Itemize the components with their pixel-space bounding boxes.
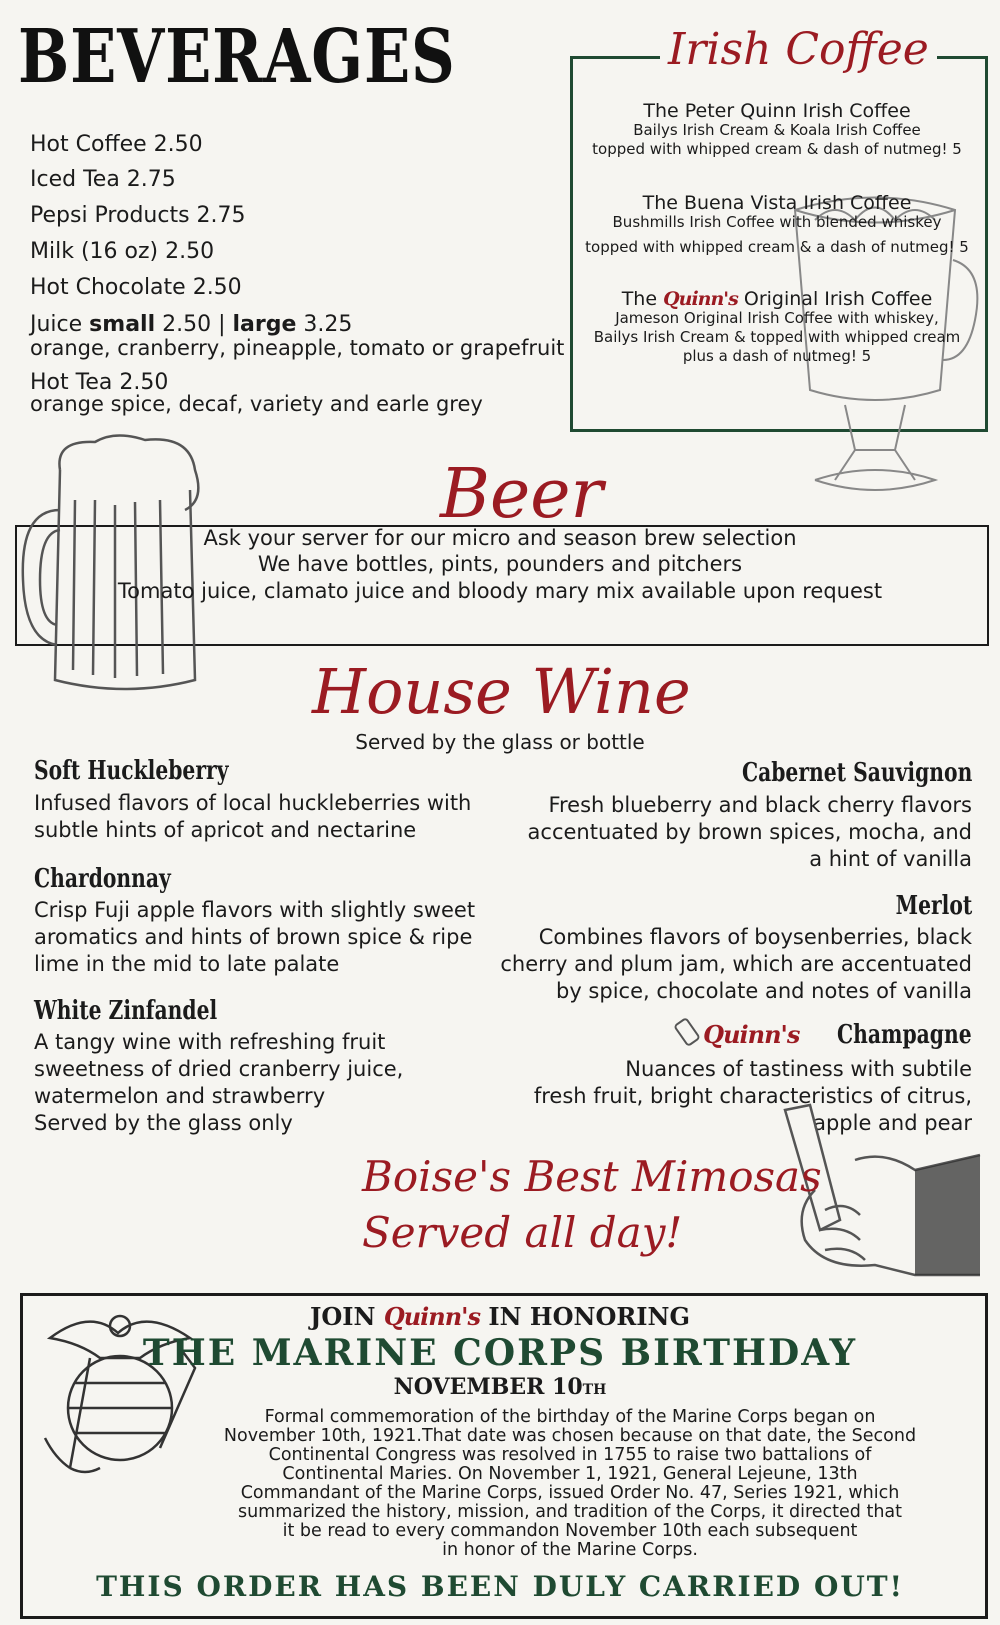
wine-desc: Fresh blueberry and black cherry flavors accentuated by brown spices, mocha, and a hint of vanilla <box>527 793 972 871</box>
wine-desc: Nuances of tastiness with subtile fresh fruit, bright characteristics of citrus, apple and pear <box>533 1057 972 1135</box>
wine-name: Chardonnay <box>34 864 171 894</box>
champagne-name-row <box>703 1020 972 1050</box>
wine-name: White Zinfandel <box>34 996 218 1026</box>
irish-coffee-desc: Jameson Original Irish Coffee with whiskey, <box>615 309 939 327</box>
beer-info-line: We have bottles, pints, pounders and pitchers <box>257 552 743 576</box>
juice-options: orange, cranberry, pineapple, tomato or grapefruit <box>30 336 565 360</box>
marine-corps-date: NOVEMBER 10TH <box>393 1374 607 1400</box>
irish-coffee-name: The Quinn's Original Irish Coffee <box>621 288 933 310</box>
irish-coffee-item <box>572 290 982 366</box>
irish-coffee-name: The Buena Vista Irish Coffee <box>642 192 912 214</box>
beer-info-line: Tomato juice, clamato juice and bloody mary mix available upon request <box>117 579 883 603</box>
beer-title: Beer <box>440 455 603 534</box>
wine-desc: Crisp Fuji apple flavors with slightly sweet aromatics and hints of brown spice & ripe lime in the mid to late palate <box>34 898 476 976</box>
wine-name: Champagne <box>837 1020 972 1050</box>
marine-corps-body: Formal commemoration of the birthday of the Marine Corps began on November 10th, 1921.That date was chosen because on that date, the Second Continental Congress was resolved in 1755 to raise two battalions of Continental Maries. On November 1, 1921, General Lejeune, 13th Commandant of the Marine Corps, issued Order No. 47, Series 1921, which summarized the history, mission, and tradition of the Corps, it directed that it be read to every commandon November 10th each subsequent in honor of the Marine Corps. <box>223 1407 917 1560</box>
irish-coffee-title: Irish Coffee <box>660 24 937 75</box>
quinns-logo: Quinn's <box>663 288 738 310</box>
beer-info-line: Ask your server for our micro and season brew selection <box>203 526 797 550</box>
irish-coffee-desc: Bailys Irish Cream & Koala Irish Coffee <box>633 121 921 139</box>
quinns-logo: Quinn's <box>703 1020 800 1049</box>
mimosa-subline: Served all day! <box>362 1208 683 1257</box>
wine-desc: A tangy wine with refreshing fruit sweetness of dried cranberry juice, watermelon and strawberry Served by the glass only <box>34 1030 404 1135</box>
irish-coffee-name: The Peter Quinn Irish Coffee <box>643 100 911 122</box>
irish-coffee-desc: topped with whipped cream & dash of nutmeg! 5 <box>592 140 962 158</box>
wine-name: Cabernet Sauvignon <box>741 758 972 788</box>
irish-coffee-desc: plus a dash of nutmeg! 5 <box>682 347 872 365</box>
wine-desc: Combines flavors of boysenberries, black cherry and plum jam, which are accentuated by spice, chocolate and notes of vanilla <box>500 925 972 1003</box>
beverage-item: Hot Coffee 2.50 <box>30 132 203 157</box>
wine-name: Merlot <box>895 891 972 921</box>
juice-line: Juice small 2.50 | large 3.25 <box>30 312 353 337</box>
beverage-item: Iced Tea 2.75 <box>30 167 176 192</box>
irish-coffee-desc: Bailys Irish Cream & topped with whipped cream <box>593 328 961 346</box>
irish-coffee-item <box>572 194 982 257</box>
beverage-item: Pepsi Products 2.75 <box>30 203 246 228</box>
beverage-item: Hot Chocolate 2.50 <box>30 275 242 300</box>
beverages-title: BEVERAGES <box>18 14 456 100</box>
irish-coffee-desc: topped with whipped cream & a dash of nutmeg! 5 <box>585 238 969 256</box>
hot-tea-line: Hot Tea 2.50 <box>30 370 169 395</box>
irish-coffee-item <box>572 102 982 159</box>
marine-corps-footer: THIS ORDER HAS BEEN DULY CARRIED OUT! <box>96 1570 904 1603</box>
quinns-logo: Quinn's <box>383 1302 481 1331</box>
mimosa-headline: Boise's Best Mimosas <box>362 1152 822 1201</box>
house-wine-title: House Wine <box>312 655 691 728</box>
wine-desc: Infused flavors of local huckleberries with subtle hints of apricot and nectarine <box>34 791 472 842</box>
hot-tea-options: orange spice, decaf, variety and earle grey <box>30 392 483 416</box>
marine-join-line: JOIN Quinn's IN HONORING <box>310 1302 690 1331</box>
irish-coffee-desc: Bushmills Irish Coffee with blended whiskey <box>612 213 942 231</box>
beverage-item: Milk (16 oz) 2.50 <box>30 239 215 264</box>
wine-name: Soft Huckleberry <box>34 756 229 786</box>
marine-corps-title: THE MARINE CORPS BIRTHDAY <box>142 1332 858 1374</box>
house-wine-subtitle: Served by the glass or bottle <box>355 730 645 754</box>
